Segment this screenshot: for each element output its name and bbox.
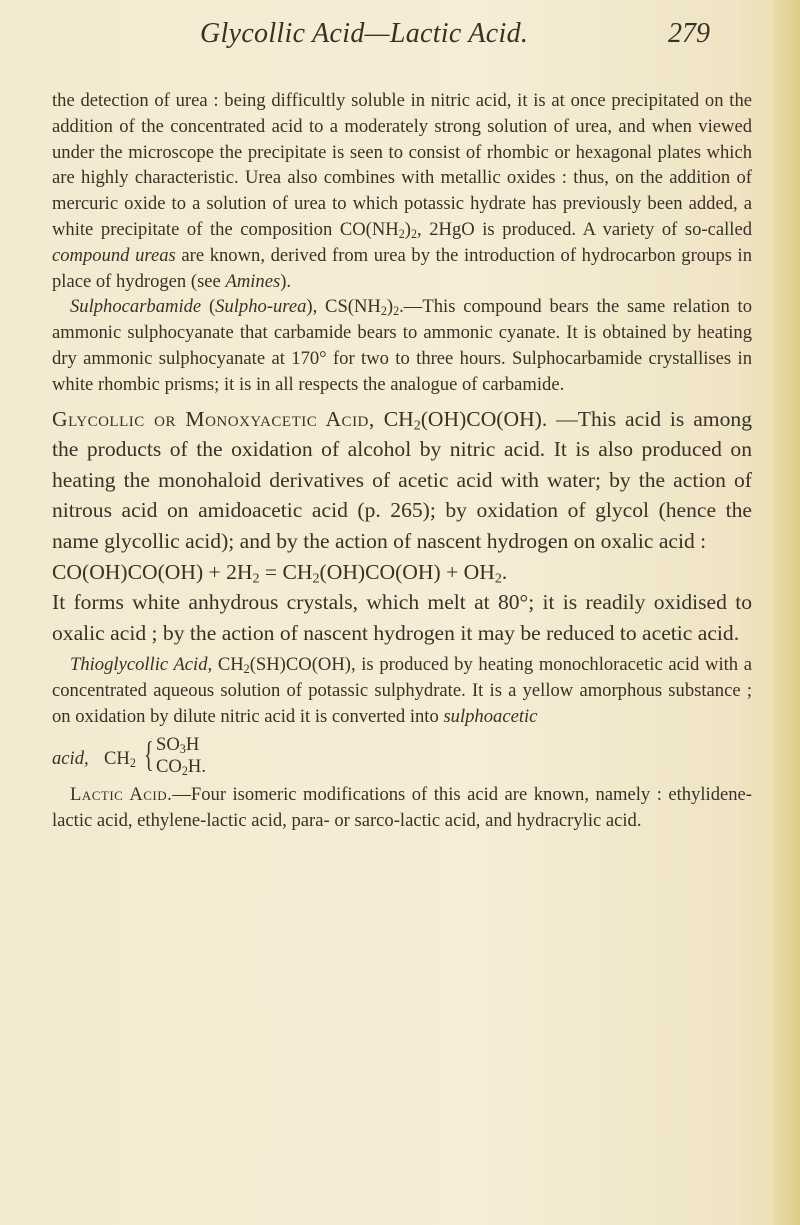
subscript: 3 xyxy=(179,741,186,756)
text-span: —Four isomeric modifications of this acid are known, namely : ethylidene-lactic acid, ethylene-lactic acid, para- or sarco-lactic acid, and hydracrylic acid. xyxy=(52,783,752,831)
italic-term: Sulpho-urea xyxy=(215,296,307,318)
text-span: , 2HgO is produced. A variety of so-called xyxy=(417,218,753,240)
text-span: SO xyxy=(156,733,180,755)
text-span: = CH xyxy=(259,559,313,584)
formula-ch2 xyxy=(104,746,136,772)
text-span: (OH)CO(OH) + OH xyxy=(319,559,495,584)
subscript: 2 xyxy=(413,417,421,434)
paragraph-thioglycollic-acid xyxy=(52,652,752,729)
subscript: 2 xyxy=(252,570,260,587)
section-heading: Lactic Acid. xyxy=(70,783,173,805)
running-title: Glycollic Acid—Lactic Acid. xyxy=(200,18,529,49)
text-span: ( xyxy=(201,296,216,318)
italic-heading: Thioglycollic Acid, xyxy=(70,654,213,676)
subscript: 2 xyxy=(243,662,250,677)
italic-term: sulphoacetic xyxy=(443,705,538,727)
subscript: 2 xyxy=(393,304,400,319)
text-span: ) xyxy=(386,296,394,318)
italic-heading: Sulphocarbamide xyxy=(70,296,202,318)
text-span: ). xyxy=(280,270,292,292)
text-span: ), CS(NH xyxy=(306,296,381,318)
page-body xyxy=(52,88,752,833)
subscript: 2 xyxy=(410,227,417,241)
paragraph-glycollic-properties xyxy=(52,587,752,648)
formula-bottom-group xyxy=(156,754,206,780)
text-span: .—This compound bears the same relation to ammonic sulphocyanate that carbamide bears to ammonic cyanate. It is obtained by heating dry ammonic sulphocyanate at 170° for two to three hours. Sulphocarbamide crystallises in white rhombic prisms; it is in all respects the analogue of carbamide. xyxy=(52,296,753,395)
section-heading: Glycollic or Monoxyacetic Acid, xyxy=(52,406,375,431)
page-edge xyxy=(774,0,800,1225)
text-span: It forms white anhydrous crystals, which melt at 80°; it is readily oxidised to oxalic acid ; by the action of nascent hydrogen it may be reduced to acetic acid. xyxy=(52,590,752,645)
text-span: (SH)CO(OH), is produced by heating monochloracetic acid with a concentrated aqueous solution of potassic sulphydrate. It is a yellow amorphous substance ; on oxidation by dilute nitric acid it is converted into xyxy=(52,654,752,727)
paragraph-lactic-acid xyxy=(52,782,752,834)
paragraph-urea-detection xyxy=(52,88,752,294)
subscript: 2 xyxy=(380,304,387,319)
text-span: (OH)CO(OH). —This acid is among the products of the oxidation of alcohol by nitric acid. It is also produced on heating the monohaloid derivatives of acetic acid with water; by the action of nitrous acid on amidoacetic acid (p. 265); by oxidation of glycol (hence the name glycollic acid); and by the action of nascent hydrogen on oxalic acid : xyxy=(52,406,752,553)
text-span: H. xyxy=(187,755,206,777)
text-span: are known, derived from urea by the introduction of hydrocarbon groups in place of hydrogen (see xyxy=(52,244,752,292)
subscript: 2 xyxy=(129,755,136,770)
subscript: 2 xyxy=(181,763,188,778)
text-span: CH xyxy=(212,654,244,676)
text-span: CO xyxy=(156,755,182,777)
text-span: CH xyxy=(104,747,130,769)
paragraph-sulphocarbamide xyxy=(52,294,752,397)
page-header xyxy=(0,18,800,58)
curly-brace: { xyxy=(144,733,154,774)
subscript: 2 xyxy=(312,570,320,587)
text-span: CH xyxy=(374,406,414,431)
text-span: H xyxy=(185,733,200,755)
sulphoacetic-formula xyxy=(52,730,752,782)
italic-term: compound ureas xyxy=(52,244,176,266)
subscript: 2 xyxy=(494,570,502,587)
text-span: the detection of urea : being difficultly soluble in nitric acid, it is at once precipitated on the addition of the concentrated acid to a moderately strong solution of urea, and when viewed under the microscope the precipitate is seen to consist of rhombic or hexagonal plates which are highly characteristic. Urea also combines with metallic oxides : thus, on the addition of mercuric oxide to a solution of urea to which potassic hydrate has previously been added, a white precipitate of the composition CO(NH xyxy=(52,90,752,240)
paragraph-glycollic-acid xyxy=(52,404,752,557)
italic-term: Amines xyxy=(225,270,281,292)
text-span: . xyxy=(501,559,508,584)
text-span: CO(OH)CO(OH) + 2H xyxy=(52,559,253,584)
text-span: ) xyxy=(404,218,411,240)
subscript: 2 xyxy=(398,227,405,241)
chemical-equation xyxy=(52,557,752,588)
page-number: 279 xyxy=(668,18,710,49)
formula-label: acid, xyxy=(52,747,89,769)
